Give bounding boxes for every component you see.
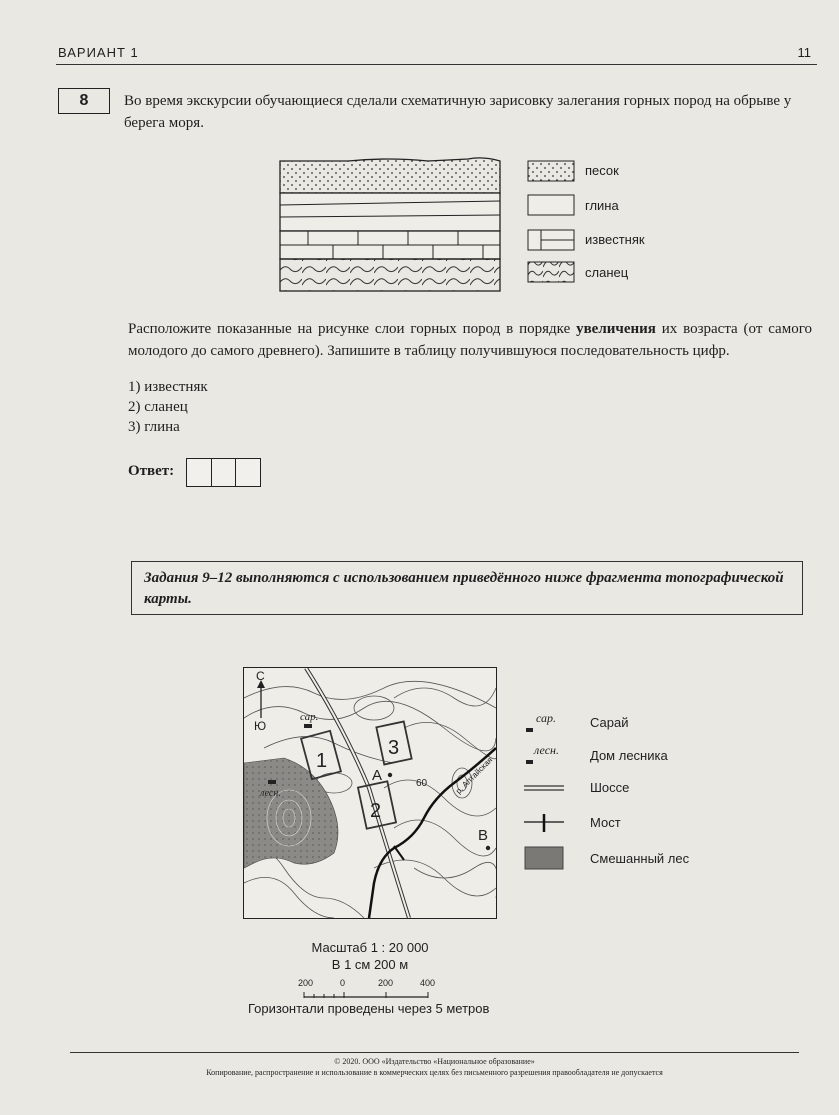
variant-header: ВАРИАНТ 1: [58, 45, 139, 60]
legend-sand: песок: [585, 163, 619, 178]
map-legend-highway: Шоссе: [590, 780, 630, 795]
answer-cell[interactable]: [211, 458, 237, 487]
rock-layers-figure: [278, 155, 508, 295]
plot-3-label: 3: [388, 737, 400, 759]
forester-label: лесн.: [260, 788, 281, 799]
map-legend-forester-house: Дом лесника: [590, 748, 668, 763]
map-scale: [240, 940, 500, 972]
map-legend-abbr-forester: лесн.: [534, 743, 559, 757]
scale-title: Масштаб 1 : 20 000: [311, 940, 429, 955]
tasks-9-12-info: Задания 9–12 выполняются с использованием приведённого ниже фрагмента топографической карты.: [131, 561, 803, 615]
page-number: 11: [797, 45, 811, 60]
option-2: 2) сланец: [128, 399, 188, 415]
north-label: С: [256, 669, 265, 683]
point-a-label: А: [372, 767, 383, 784]
scale-bar: [300, 990, 435, 1000]
task-instruction: Расположите показанные на рисунке слои горных пород в порядке увеличения их возраста (от самого молодого до самого древнего). Запишите в таблицу получившуюся последовательность цифр.: [128, 321, 812, 359]
bridge: [394, 846, 404, 860]
map-drawing: [244, 668, 496, 918]
point-b-label: В: [478, 827, 489, 844]
barn-label: сар.: [300, 711, 319, 723]
contours-note: Горизонтали проведены через 5 метров: [248, 1001, 490, 1016]
header-divider: [56, 64, 817, 65]
map-legend-abbr-barn: сар.: [536, 711, 557, 725]
contour-60-label: 60: [416, 778, 428, 789]
answer-label: Ответ:: [128, 463, 175, 479]
legend-limestone: известняк: [585, 232, 645, 247]
scale-tick-label: 400: [420, 978, 436, 988]
forester-house-mark: [268, 780, 276, 784]
rock-legend-swatches: [527, 158, 577, 283]
map-legend-symbols: [522, 710, 567, 875]
legend-clay: глина: [585, 198, 619, 213]
legend-shale: сланец: [585, 265, 629, 280]
plot-1-label: 1: [316, 750, 328, 772]
clay-layer: [280, 193, 500, 231]
map-legend-barn: Сарай: [590, 715, 629, 730]
sand-layer: [280, 158, 500, 193]
scale-tick-label: 200: [378, 978, 394, 988]
option-1: 1) известняк: [128, 379, 208, 395]
plot-2-label: 2: [370, 800, 382, 822]
footer-rights: Копирование, распространение и использование в коммерческих целях без письменного разрешения правообладателя не допускается: [206, 1068, 663, 1077]
answer-cell[interactable]: [235, 458, 261, 487]
point-a-mark: [388, 773, 392, 777]
south-label: Ю: [254, 719, 267, 733]
footer-copyright: © 2020. ООО «Издательство «Национальное образование»: [334, 1057, 535, 1066]
task-number-box: 8: [58, 88, 110, 114]
task-intro: Во время экскурсии обучающиеся сделали схематичную зарисовку залегания горных пород на обрыве у берега моря.: [124, 93, 792, 131]
footer: [70, 1056, 799, 1078]
answer-cell[interactable]: [186, 458, 212, 487]
answer-cells[interactable]: [186, 458, 260, 487]
footer-divider: [70, 1052, 799, 1053]
scale-per-cm: В 1 см 200 м: [331, 957, 409, 972]
point-b-mark: [486, 846, 490, 850]
barn-mark: [304, 724, 312, 728]
clay-swatch: [528, 195, 574, 215]
shale-swatch: [528, 262, 574, 282]
map-legend-bridge: Мост: [590, 815, 621, 830]
shale-layer: [280, 259, 500, 291]
scale-tick-label: 0: [340, 978, 346, 988]
sand-swatch: [528, 161, 574, 181]
scale-tick-label: 200: [298, 978, 314, 988]
river-name-label: р. Алтайская: [454, 755, 495, 796]
map-legend-mixed-forest: Смешанный лес: [590, 851, 690, 866]
topographic-map: [243, 667, 497, 919]
option-3: 3) глина: [128, 419, 180, 435]
